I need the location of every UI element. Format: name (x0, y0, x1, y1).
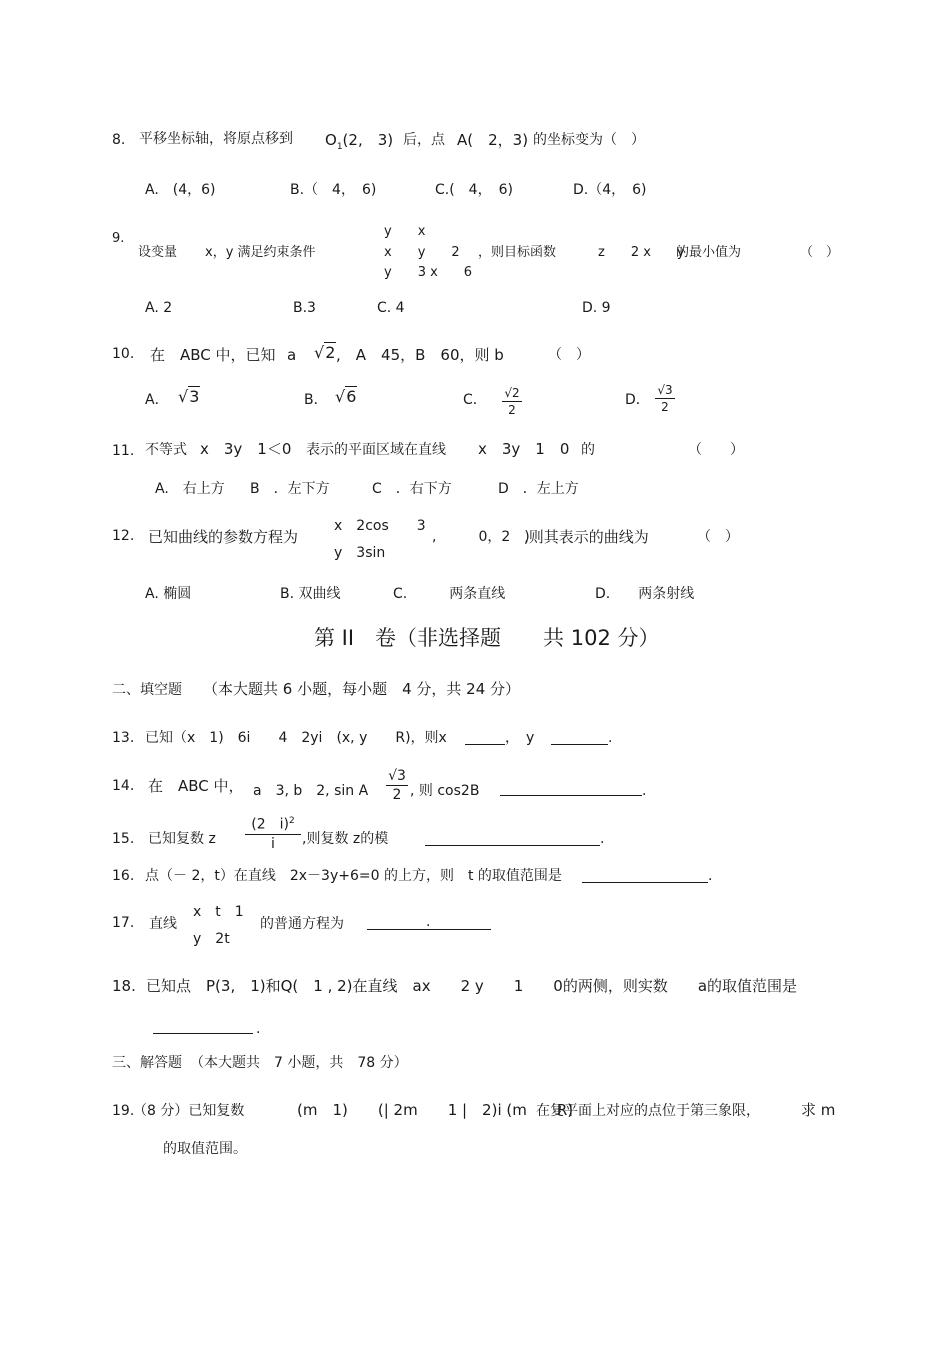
question-8-option-a: A. (4，6) (145, 182, 216, 198)
question-15-text: ,则复数 z的模 (302, 831, 389, 847)
question-9-constraint: x y 2 (384, 245, 460, 260)
question-10-text: 在 ABC 中，已知 (150, 346, 276, 364)
question-9-text: x，y 满足约束条件 (205, 245, 316, 260)
question-9-option-a: A. 2 (145, 300, 173, 316)
question-12-option-c: C. 两条直线 (393, 586, 506, 602)
question-10-number: 10. (112, 346, 135, 362)
question-11-number: 11. (112, 443, 135, 459)
question-17-end: . (426, 914, 431, 930)
section-title: 第 II 卷（非选择题 共 102 分） (314, 626, 660, 650)
question-9-objective: z 2 x y (598, 245, 685, 260)
question-13-text: 已知（x 1) 6i 4 2yi (x, y R)，则x (145, 730, 447, 746)
question-9-answer-paren: （ ） (800, 245, 840, 260)
question-10-text: , A 45，B 60，则 b (336, 346, 504, 364)
question-13-y-label: ， y (505, 730, 535, 746)
question-8-text: 平移坐标轴，将原点移到 (139, 131, 293, 147)
question-12-text: ,则其表示的曲线为 (524, 528, 649, 546)
question-9-option-b: B.3 (293, 300, 316, 316)
question-10-option-b-value: √6 (335, 387, 357, 406)
question-9-number: 9. (112, 231, 125, 246)
fill-section-heading: 二、填空题 (112, 682, 182, 698)
question-19-text: 求 m (801, 1101, 836, 1119)
question-12-answer-paren: （ ） (697, 529, 739, 545)
question-14-text: 在 ABC 中， (148, 777, 244, 795)
question-10-option-d: D． (625, 392, 650, 408)
question-15-end: . (600, 831, 605, 847)
question-11-text: 表示的平面区域在直线 (306, 442, 446, 458)
question-11-text: 不等式 (145, 442, 187, 458)
question-10-answer-paren: （ ） (548, 347, 590, 363)
question-17-number: 17. (112, 915, 135, 931)
question-11-text: 的 (581, 442, 595, 458)
question-10-option-a-value: √3 (178, 387, 200, 406)
question-8-text: 后，点 (403, 132, 445, 148)
question-17-text: 直线 (149, 916, 177, 932)
question-17-text: 的普通方程为 (260, 916, 344, 932)
question-12-equation-y: y 3sin (334, 545, 386, 561)
question-15-fraction: (2 i)$^2$ i (245, 817, 301, 851)
question-11-answer-paren: （ ） (688, 442, 744, 458)
question-13-number: 13. (112, 730, 135, 746)
question-13-end: . (608, 730, 613, 746)
question-12-equation-x: x 2cos 3 (334, 518, 426, 534)
question-12-option-a: A. 椭圆 (145, 586, 192, 602)
question-16-answer-blank[interactable] (582, 882, 708, 883)
question-14-given: a 3, b 2, sin A (253, 783, 369, 799)
question-15-number: 15. (112, 831, 135, 847)
question-12-option-b: B. 双曲线 (280, 586, 341, 602)
question-15-answer-blank[interactable] (425, 845, 600, 846)
question-17-equation-y: y 2t (193, 931, 230, 947)
question-8-point-a: A( 2，3) (457, 131, 529, 149)
question-18-end: . (256, 1021, 261, 1037)
solve-section-info: （本大题共 7 小题，共 78 分） (190, 1055, 408, 1071)
question-9-constraint: y x (384, 224, 426, 239)
question-14-number: 14. (112, 778, 135, 794)
question-10-option-d-value: √3 2 (655, 384, 675, 413)
question-8-option-c: C.( 4， 6) (435, 182, 513, 198)
question-9-text: ，则目标函数 (478, 245, 557, 260)
question-16-number: 16. (112, 868, 135, 884)
question-18-text: 已知点 P(3, 1)和Q( 1 , 2)在直线 ax 2 y 1 0的两侧，则实数 a的取值范围是 (146, 977, 798, 995)
question-19-expression: (m 1) (| 2m 1 | 2)i (m R) (297, 1101, 574, 1119)
question-9-constraint: y 3 x 6 (384, 265, 473, 280)
question-11-line: x 3y 1 0 (478, 440, 570, 458)
question-11-inequality: x 3y 1＜0 (200, 440, 292, 458)
question-14-answer-blank[interactable] (500, 795, 642, 796)
question-16-text: 点（－ 2，t）在直线 2x－3y+6=0 的上方，则 t 的取值范围是 (145, 868, 562, 884)
question-14-text: , 则 cos2B (410, 783, 480, 799)
question-12-range: , 0，2 ) (432, 529, 530, 545)
question-10-side-a: a (287, 346, 297, 364)
question-8-text: 的坐标变为（ ） (533, 132, 645, 148)
question-12-option-d: D. 两条射线 (595, 586, 695, 602)
question-12-number: 12. (112, 528, 135, 544)
question-11-option-b: B ．左下方 (250, 481, 330, 497)
question-8-number: 8. (112, 132, 126, 148)
question-11-option-d: D ．左上方 (498, 481, 579, 497)
question-11-option-c: C ．右下方 (372, 481, 452, 497)
question-10-option-c-value: √2 2 (502, 387, 522, 416)
question-19-number: 19. (112, 1103, 135, 1119)
question-9-option-c: C. 4 (377, 300, 405, 316)
question-14-end: . (642, 783, 647, 799)
question-9-text: 设变量 (138, 245, 178, 260)
question-12-text: 已知曲线的参数方程为 (148, 528, 299, 546)
question-17-equation-x: x t 1 (193, 904, 244, 920)
question-19-text: 在复平面上对应的点位于第三象限， (536, 1103, 760, 1119)
question-19-text-line2: 的取值范围。 (163, 1141, 247, 1157)
question-11-option-a: A. 右上方 (155, 481, 225, 497)
question-9-text: 的最小值为 (676, 245, 742, 260)
question-10-option-b: B． (304, 392, 328, 408)
question-19-text: （8 分）已知复数 (133, 1103, 245, 1119)
solve-section-heading: 三、解答题 (112, 1055, 182, 1071)
fill-section-info: （本大题共 6 小题，每小题 4 分，共 24 分） (203, 680, 521, 698)
question-13-answer-blank-x[interactable] (465, 744, 505, 745)
question-14-fraction: √3 2 (386, 769, 408, 802)
question-8-option-d: D.（4， 6) (573, 182, 647, 198)
question-10-option-c: C． (463, 392, 487, 408)
question-18-number: 18. (112, 977, 136, 995)
question-13-answer-blank-y[interactable] (551, 744, 608, 745)
question-8-option-b: B.（ 4， 6) (290, 182, 377, 198)
question-15-text: 已知复数 z (148, 831, 216, 847)
question-8-point-o: $O_1(2$, 3) (325, 131, 394, 152)
question-10-option-a: A． (145, 392, 169, 408)
question-18-answer-blank[interactable] (153, 1033, 253, 1034)
question-10-sqrt2: √2 (314, 343, 336, 362)
question-16-end: . (708, 868, 713, 884)
question-9-option-d: D. 9 (582, 300, 611, 316)
